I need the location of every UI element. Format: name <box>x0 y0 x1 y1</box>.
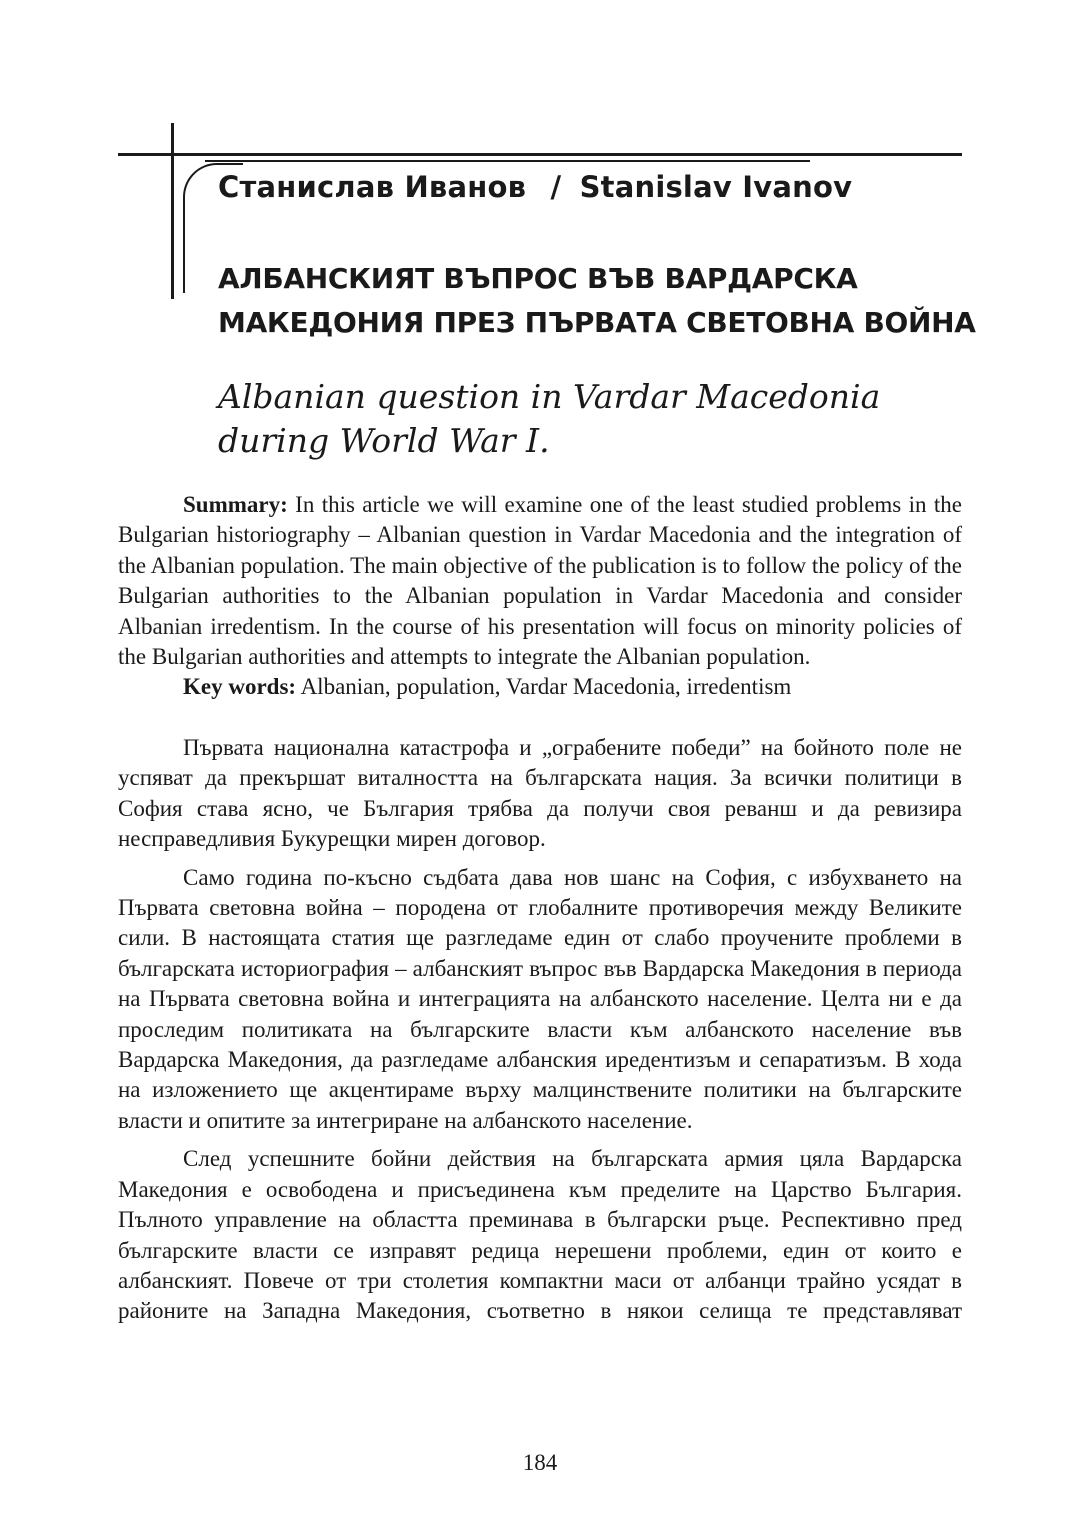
top-rule <box>118 153 962 156</box>
title-line-2: МАКЕДОНИЯ ПРЕЗ ПЪРВАТА СВЕТОВНА ВОЙНА <box>218 306 976 339</box>
body-paragraph: Първата национална катастрофа и „ограбените победи” на бойното поле не успяват да прекършат виталността на българската нация. За всички политици в София става ясно, че България трябва да получи своя реванш и да ревизира несправедливия Букурещки мирен договор. <box>118 735 962 852</box>
body-paragraph: Само година по-късно съдбата дава нов шанс на София, с избухването на Първата световна война – породена от глобалните противоречия между Великите сили. В настоящата статия ще разгледаме един от слабо проучените проблеми в българската историография – албанският въпрос във Вардарска Македония в периода на Първата световна война и интеграцията на албанското население. Целта ни е да проследим политиката на българските власти към албанското население във Вардарска Македония, да разгледаме албанския иредентизъм и сепаратизъм. В хода на изложението ще акцентираме върху малцинствените политики на българските власти и опитите за интегриране на албанското население. <box>118 864 962 1133</box>
english-title <box>218 375 880 463</box>
vertical-rule <box>171 123 174 299</box>
author-separator: / <box>550 170 562 204</box>
english-title-line-2: during World War I. <box>218 421 550 460</box>
keywords-text: Albanian, population, Vardar Macedonia, irredentism <box>300 674 792 700</box>
english-title-line-1: Albanian question in Vardar Macedonia <box>218 377 881 416</box>
summary-paragraph <box>118 490 962 672</box>
summary-block <box>118 490 962 703</box>
article-body <box>118 733 962 1335</box>
keywords-paragraph <box>118 672 962 702</box>
inner-top-rule <box>205 160 810 162</box>
article-title <box>218 257 976 345</box>
summary-text: In this article we will examine one of the least studied problems in the Bulgarian historiography – Albanian question in Vardar Macedonia and the integration of the Albanian population. The main objective of the publication is to follow the policy of the Bulgarian authorities to the Albanian population in Vardar Macedonia and consider Albanian irredentism. In the course of his presentation will focus on minority policies of the Bulgarian authorities and attempts to integrate the Albanian population. <box>118 492 963 670</box>
author-name-bg: Станислав Иванов <box>218 170 527 204</box>
body-paragraph: След успешните бойни действия на българската армия цяла Вардарска Македония е освободена и присъединена към пределите на Царство България. Пълното управление на областта преминава в български ръце. Респективно пред българските власти се изправят редица нерешени проблеми, един от които е албанският. Повече от три столетия компактни маси от албанци трайно усядат в районите на Западна Македония, съответно в някои селища те представляват <box>118 1146 962 1324</box>
keywords-label: Key words: <box>183 674 297 700</box>
summary-label: Summary: <box>183 492 288 517</box>
page-number: 184 <box>522 1450 558 1475</box>
title-line-1: АЛБАНСКИЯТ ВЪПРОС ВЪВ ВАРДАРСКА <box>218 262 858 295</box>
author-name-en: Stanislav Ivanov <box>579 170 853 204</box>
author-line <box>218 170 852 204</box>
